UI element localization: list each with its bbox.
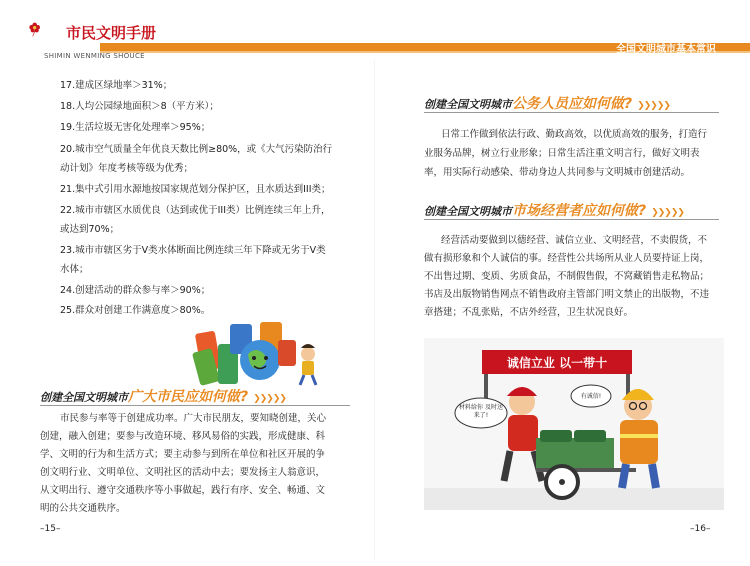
paragraph-line: 做有损形象和个人诚信的事。经营性公共场所从业人员要持证上岗， xyxy=(424,253,710,264)
paragraph-line: 书店及出版物销售网点不销售政府主管部门明文禁止的出版物，不违 xyxy=(424,289,710,300)
list-item: 18.人均公园绿地面积＞8（平方米）； xyxy=(60,101,219,112)
list-item: 水体； xyxy=(60,264,89,275)
paragraph-line: 学、文明的行为和生活方式；要主动参与到所在单位和社区开展的争 xyxy=(40,449,326,460)
chevrons-icon: ❯❯❯❯❯ xyxy=(637,101,670,111)
honesty-illustration xyxy=(424,338,724,510)
list-item: 22.城市市辖区水质优良（达到或优于III类）比例连续三年上升， xyxy=(60,205,331,216)
list-item: 25.群众对创建工作满意度＞80%。 xyxy=(60,305,211,316)
heading-underline xyxy=(424,219,719,220)
heading-prefix: 创建全国文明城市 xyxy=(424,98,512,111)
paragraph-line: 业服务品牌，树立行业形象；日常生活注重文明言行，做好文明表 xyxy=(424,148,700,159)
list-item: 21.集中式引用水源地按国家规范划分保护区，且水质达到III类； xyxy=(60,184,331,195)
speech-bubble-right: 有诚信! xyxy=(580,393,602,400)
page-number-right: –16– xyxy=(690,524,711,534)
recycling-bins-illustration xyxy=(190,318,330,388)
logo-subtitle: SHIMIN WENMING SHOUCE xyxy=(44,52,145,60)
chevrons-icon: ❯❯❯❯❯ xyxy=(651,208,684,218)
paragraph-line: 市民参与率等于创建成功率。广大市民朋友，要知晓创建，关心 xyxy=(60,413,327,424)
chevrons-icon: ❯❯❯❯❯ xyxy=(253,394,286,404)
heading-prefix: 创建全国文明城市 xyxy=(424,205,512,218)
header-section-title: 全国文明城市基本常识 xyxy=(616,44,716,55)
heading-underline xyxy=(424,112,719,113)
paragraph-line: 明的公共交通秩序。 xyxy=(40,503,126,514)
paragraph-line: 不出售过期、变质、劣质食品，不制假售假，不窝藏销售走私物品； xyxy=(424,271,710,282)
list-item: 20.城市空气质量全年优良天数比例≥80%，或《大气污染防治行 xyxy=(60,144,333,155)
heading-underline xyxy=(40,405,350,406)
heading-prefix: 创建全国文明城市 xyxy=(40,391,128,404)
paragraph-line: 章搭建；不乱张贴，不店外经营，卫生状况良好。 xyxy=(424,307,634,318)
section-heading-citizens xyxy=(40,386,286,404)
illustration-banner: 诚信立业 以一带十 xyxy=(506,356,608,370)
speech-bubble-left: 材料给你 及时送来了! xyxy=(459,404,503,419)
heading-highlight: 市场经营者应如何做? xyxy=(512,203,647,219)
heading-highlight: 广大市民应如何做? xyxy=(128,389,249,405)
list-item: 23.城市市辖区劣于V类水体断面比例连续三年下降或无劣于V类 xyxy=(60,245,326,256)
page-gutter xyxy=(374,60,375,560)
logo-flower-icon xyxy=(28,10,68,50)
paragraph-line: 创文明行业、文明单位、文明社区的活动中去；要发扬主人翁意识， xyxy=(40,467,326,478)
list-item: 或达到70%； xyxy=(60,224,120,235)
logo-title: 市民文明手册 xyxy=(66,24,157,42)
heading-highlight: 公务人员应如何做? xyxy=(512,96,633,112)
paragraph-line: 从文明出行、遵守交通秩序等小事做起，践行有序、安全、畅通、文 xyxy=(40,485,326,496)
list-item: 17.建成区绿地率＞31%； xyxy=(60,80,173,91)
section-heading-officials xyxy=(424,93,670,111)
paragraph-line: 经营活动要做到以德经营、诚信立业、文明经营，不卖假货，不 xyxy=(441,235,708,246)
paragraph-line: 创建，融入创建；要参与改造环境、移风易俗的实践，形成健康、科 xyxy=(40,431,326,442)
list-item: 24.创建活动的群众参与率＞90%； xyxy=(60,285,211,296)
page-number-left: –15– xyxy=(40,524,61,534)
list-item: 19.生活垃圾无害化处理率＞95%； xyxy=(60,122,211,133)
paragraph-line: 日常工作做到依法行政、勤政高效，以优质高效的服务，打造行 xyxy=(441,129,708,140)
section-heading-merchants xyxy=(424,200,684,218)
list-item: 动计划》年度考核等级为优秀； xyxy=(60,163,194,174)
paragraph-line: 率，用实际行动感染、带动身边人共同参与文明城市创建活动。 xyxy=(424,167,691,178)
